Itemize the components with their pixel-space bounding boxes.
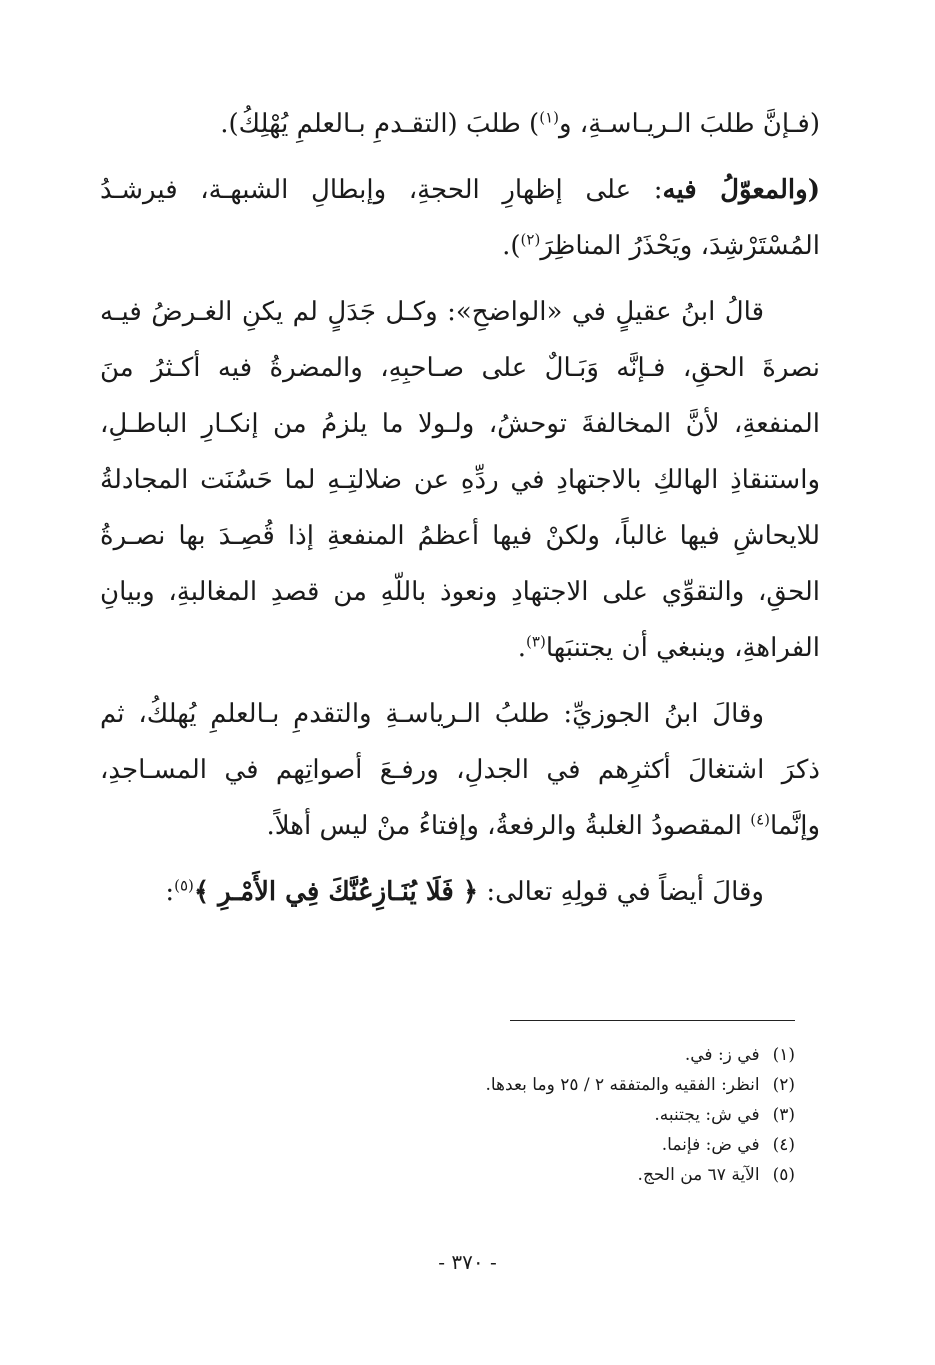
footnote-number: (١) (772, 1045, 795, 1065)
footnote-text: في ش: يجتنبه. (654, 1105, 760, 1125)
footnote-item (100, 1100, 795, 1130)
bold-text-run: ﴿ فَلَا يُنَـازِعُنَّكَ فِي الأَمْـرِ ﴾ (193, 877, 479, 907)
footnote-ref: (٣) (526, 632, 546, 651)
footnote-text: الآية ٦٧ من الحج. (637, 1165, 760, 1185)
footnote-ref: (٥) (174, 876, 194, 895)
text-run: ) طلبَ (التقـدمِ بـالعلمِ يُهْلِكُ). (220, 109, 540, 139)
footnote-text: انظر: الفقيه والمتفقه ٢ / ٢٥ وما بعدها. (485, 1075, 760, 1095)
footnote-ref: (٢) (520, 230, 541, 249)
footnote-number: (٤) (772, 1135, 795, 1155)
text-run: : (165, 877, 175, 907)
footnote-item (100, 1160, 795, 1190)
footnote-item (100, 1070, 795, 1100)
main-text-body (100, 96, 820, 930)
text-run: قالُ ابنُ عقيلٍ في «الواضحِ»: وكـل جَدَلٍ لم يكنِ الغـرضُ فيـه نصرةَ الحقِ، فـإنَّه وَبَـالٌ على صـاحبِهِ، والمضرةُ فيه أكـثرُ منَ المنفعةِ، لأنَّ المخالفةَ توحشُ، ولـولا ما يلزمُ من إنكـارِ الباطـلِ، واستنقاذِ الهالكِ بالاجتهادِ في ردِّهِ عن ضلالتِـهِ لما حَسُنَت المجادلةُ للايحاشِ فيها غالباً، ولكنْ فيها أعظمُ المنفعةِ إذا قُصِـدَ بها نصـرةُ الحقِ، والتقوِّي على الاجتهادِ ونعوذ باللّهِ من قصدِ المغالبةِ، وبيانِ الفراهةِ، وينبغي أن يجتنبَها (100, 297, 820, 663)
text-run: (فـإنَّ طلبَ الـريـاسـةِ، و (558, 109, 820, 139)
footnote-text: في ض: فإنما. (661, 1135, 760, 1155)
paragraph-5 (100, 864, 820, 920)
bold-text-run: (والمعوّلُ فيه (662, 175, 820, 205)
text-run: وقالَ ابنُ الجوزيِّ: طلبُ الـرياسـةِ والتقدمِ بـالعلمِ يُهلكُ، ثم ذكرَ اشتغالَ أكثرِهم في الجدلِ، ورفـعَ أصواتِهم في المسـاجدِ، وإنَّما (100, 699, 820, 841)
text-run: المقصودُ الغلبةُ والرفعةُ، وإفتاءُ منْ ليس أهلاً. (266, 811, 751, 841)
text-run: ). (502, 231, 521, 261)
paragraph-3 (100, 284, 820, 676)
footnote-ref: (١) (539, 108, 559, 127)
footnote-text: في ز: في. (684, 1045, 760, 1065)
text-run: : على إظهارِ الحجةِ، وإبطالِ الشبهـة، فيرشـدُ المُسْتَرْشِدَ، ويَحْذَرُ المناظِرَ (100, 175, 820, 261)
text-run: وقالَ أيضاً في قولِهِ تعالى: (478, 877, 764, 907)
footnotes (100, 1040, 795, 1190)
footnote-number: (٥) (772, 1165, 795, 1185)
footnote-number: (٢) (772, 1075, 795, 1095)
footnote-separator (510, 1020, 795, 1021)
footnote-ref: (٤) (750, 810, 771, 829)
text-run: . (517, 633, 527, 663)
paragraph-1 (100, 96, 820, 152)
paragraph-4 (100, 686, 820, 854)
footnote-item (100, 1040, 795, 1070)
footnote-number: (٣) (772, 1105, 795, 1125)
paragraph-2 (100, 162, 820, 274)
page-number: - ٣٧٠ - (438, 1250, 497, 1274)
footnote-item (100, 1130, 795, 1160)
